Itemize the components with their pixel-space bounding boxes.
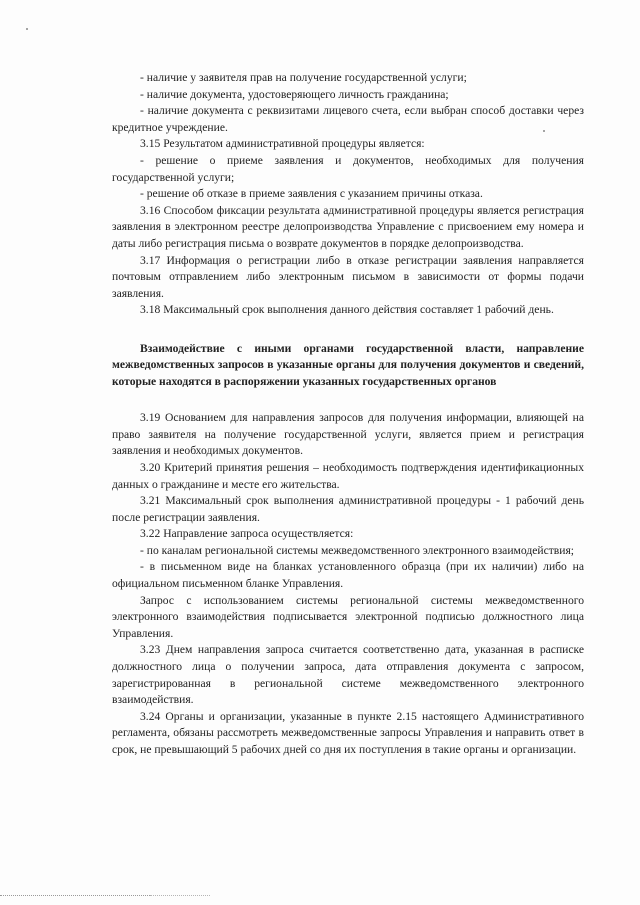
- document-body: [112, 70, 584, 759]
- paragraph-15: - по каналам региональной системы межведомственного электронного взаимодействия;: [140, 543, 575, 557]
- paragraph-3-24: 3.24 Органы и организации, указанные в пункте 2.15 настоящего Административного регламента, обязаны рассмотреть межведомственные запросы Управления и направить ответ в срок, не превышающий 5 рабочих дней со дня их поступления в такие органы и организации.: [112, 709, 584, 756]
- scan-artifact-line: [150, 895, 210, 896]
- paragraph-3-21: 3.21 Максимальный срок выполнения административной процедуры - 1 рабочий день после регистрации заявления.: [112, 494, 584, 524]
- paragraph-17: Запрос с использованием системы региональной системы межведомственного электронного взаимодействия подписывается электронной подписью должностного лица Управления.: [112, 593, 584, 640]
- scan-speck: [543, 130, 545, 132]
- paragraph-3-22: 3.22 Направление запроса осуществляется:: [140, 527, 354, 541]
- paragraph-2: - наличие документа, удостоверяющего личность гражданина;: [140, 87, 449, 101]
- paragraph-3-17: 3.17 Информация о регистрации либо в отказе регистрации заявления направляется почтовым отправлением либо электронным письмом в зависимости от формы подачи заявления.: [112, 253, 584, 300]
- paragraph-5: - решение о приеме заявления и документов, необходимых для получения государственной услуги;: [112, 153, 584, 184]
- section-heading: Взаимодействие с иными органами государственной власти, направление межведомственных запросов в указанные органы для получения документов и сведений, которые находятся в распоряжении указанных государственных органов: [112, 341, 584, 388]
- paragraph-3-20: 3.20 Критерий принятия решения – необходимость подтверждения идентификационных данных о гражданине и месте его жительства.: [112, 460, 584, 491]
- paragraph-3-16: 3.16 Способом фиксации результата административной процедуры является регистрация заявления в электронном реестре делопроизводства Управление с присвоением ему номера и даты либо регистрация письма о возврате документов в порядке делопроизводства.: [112, 203, 584, 250]
- paragraph-3-19: 3.19 Основанием для направления запросов для получения информации, влияющей на право заявителя на получение государственной услуги, является прием и регистрация заявления и необходимых документов.: [112, 411, 584, 458]
- paragraph-16: - в письменном виде на бланках установленного образца (при их наличии) либо на официальном письменном бланке Управления.: [112, 560, 584, 591]
- scan-speck: [26, 28, 28, 30]
- paragraph-3: - наличие документа с реквизитами лицевого счета, если выбран способ доставки через кредитное учреждение.: [112, 104, 584, 134]
- paragraph-3-23: 3.23 Днем направления запроса считается соответственно дата, указанная в расписке должностного лица о получении запроса, дата отправления документа с запросом, зарегистрированная в региональной системе межведомственного электронного взаимодействия.: [112, 643, 584, 707]
- paragraph-6: - решение об отказе в приеме заявления с указанием причины отказа.: [140, 187, 483, 201]
- scan-artifact-line: [0, 895, 150, 896]
- paragraph-3-18: 3.18 Максимальный срок выполнения данного действия составляет 1 рабочий день.: [140, 303, 554, 317]
- paragraph-1: - наличие у заявителя прав на получение государственной услуги;: [140, 71, 467, 84]
- paragraph-3-15: 3.15 Результатом административной процедуры является:: [140, 137, 425, 151]
